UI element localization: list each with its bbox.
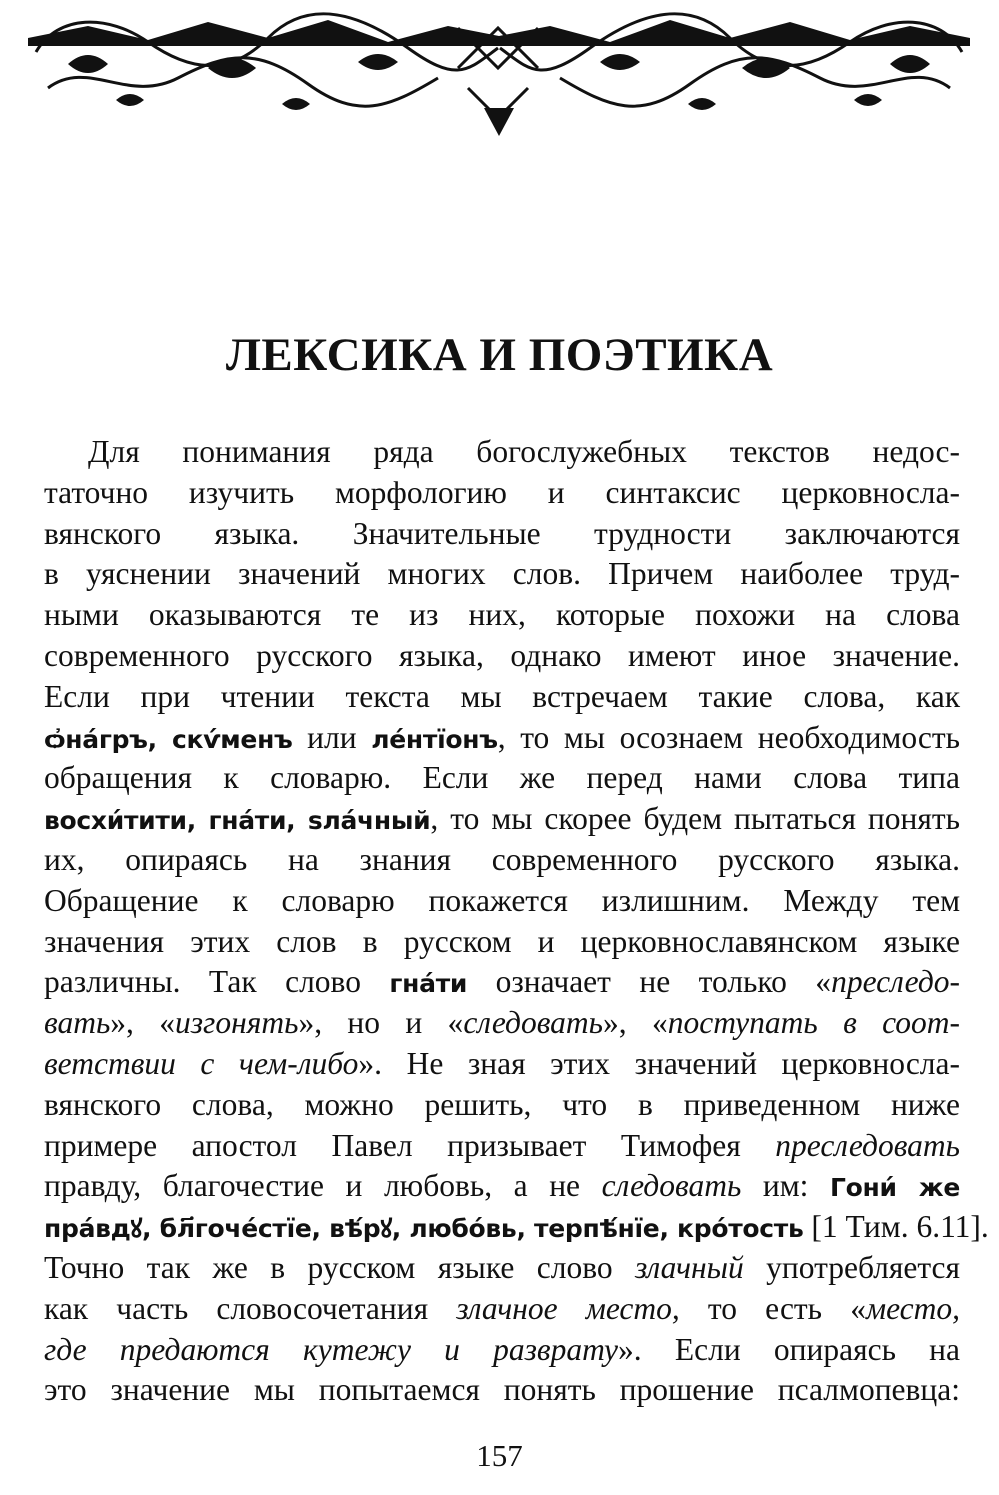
text-segment: , то мы скорее будем пытаться понять	[430, 801, 960, 837]
text-line	[44, 595, 960, 636]
body-text	[44, 432, 989, 1411]
text-line	[44, 758, 960, 799]
text-segment: употребляется	[743, 1249, 960, 1285]
text-segment: ». Если опираясь на	[618, 1331, 961, 1367]
text-line	[44, 718, 960, 759]
italic-text: изгонять	[175, 1005, 299, 1041]
text-segment: означает не только «	[467, 964, 832, 1000]
page-number: 157	[476, 1438, 523, 1473]
text-segment: Точно так же в русском языке слово	[44, 1249, 636, 1285]
italic-text: вать	[44, 1005, 111, 1041]
church-slavonic-text: пра́вдꙋ, бл҃гоче́стїе, вѣ́рꙋ, любо́вь, терпѣ́нїе, кро́тость	[44, 1214, 804, 1244]
text-segment: », «	[110, 1005, 176, 1041]
text-segment: ными оказываются те из них, которые похожи на слова	[44, 597, 960, 633]
text-line	[44, 1003, 960, 1044]
text-segment: вянского языка. Значительные трудности заключаются	[44, 515, 960, 551]
text-line	[44, 554, 960, 595]
text-segment: Обращение к словарю покажется излишним. Между тем	[44, 882, 960, 918]
text-line	[44, 432, 960, 473]
text-line	[44, 636, 960, 677]
text-line	[44, 1248, 960, 1289]
text-segment: современного русского языка, однако имеют иное значение.	[44, 637, 960, 673]
text-segment: [1 Тим. 6.11].	[803, 1209, 989, 1245]
text-segment: их, опираясь на знания современного русского языка.	[44, 841, 960, 877]
italic-text: преследовать	[775, 1127, 960, 1163]
text-segment: обращения к словарю. Если же перед нами слова типа	[44, 760, 960, 796]
italic-text: преследо-	[831, 964, 961, 1000]
text-segment: то есть «	[679, 1290, 866, 1326]
text-line	[44, 922, 960, 963]
church-slavonic-text: Гони́ же	[829, 1173, 961, 1203]
text-segment: им:	[741, 1168, 830, 1204]
text-line	[44, 1370, 960, 1411]
italic-text: злачный	[635, 1249, 744, 1285]
text-segment: », но и «	[298, 1005, 464, 1041]
text-segment: это значение мы попытаемся понять прошение псалмопевца:	[44, 1372, 960, 1408]
chapter-title: ЛЕКСИКА И ПОЭТИКА	[225, 329, 774, 381]
text-segment: таточно изучить морфологию и синтаксис церковносла-	[44, 474, 960, 510]
italic-text: место,	[865, 1290, 960, 1326]
text-line	[44, 1207, 989, 1248]
italic-text: злачное место,	[456, 1290, 680, 1326]
text-line	[44, 881, 960, 922]
text-segment: вянского слова, можно решить, что в приведенном ниже	[44, 1086, 960, 1122]
text-line	[44, 473, 960, 514]
italic-text: поступать в соот-	[667, 1005, 961, 1041]
italic-text: где предаются кутежу и разврату	[44, 1331, 619, 1367]
text-segment: значения этих слов в русском и церковнославянском языке	[44, 923, 960, 959]
text-line	[44, 1166, 960, 1207]
church-slavonic-text: ѻ҆на́гръ, скѵ́менъ	[44, 724, 293, 754]
text-line	[44, 1044, 960, 1085]
text-segment: различны. Так слово	[44, 964, 390, 1000]
text-line	[44, 962, 960, 1003]
text-line	[44, 677, 960, 718]
church-slavonic-text: ле́нтїонъ	[371, 724, 498, 754]
text-segment: примере апостол Павел призывает Тимофея	[44, 1127, 776, 1163]
text-line	[44, 1289, 960, 1330]
church-slavonic-text: восхи́тити, гна́ти, ѕла́чный	[44, 806, 431, 836]
text-line	[44, 1085, 960, 1126]
text-line	[44, 1126, 960, 1167]
text-segment: Если при чтении текста мы встречаем такие слова, как	[44, 678, 960, 714]
text-segment: », «	[603, 1005, 668, 1041]
text-line	[44, 799, 960, 840]
text-segment: ». Не зная этих значений церковносла-	[358, 1045, 960, 1081]
text-segment: или	[292, 719, 372, 755]
text-segment: как часть словосочетания	[44, 1290, 457, 1326]
italic-text: ветствии с чем-либо	[44, 1045, 359, 1081]
text-segment: Для понимания ряда богослужебных текстов недос-	[88, 434, 960, 469]
text-line	[44, 1330, 960, 1371]
italic-text: следовать	[601, 1168, 742, 1204]
ornamental-header-band-icon	[28, 8, 970, 140]
text-line	[44, 514, 960, 555]
text-segment: правду, благочестие и любовь, а не	[44, 1168, 602, 1204]
text-segment: в уяснении значений многих слов. Причем наиболее труд-	[44, 556, 960, 592]
text-segment: , то мы осознаем необходимость	[497, 719, 961, 755]
italic-text: следовать	[463, 1005, 603, 1041]
text-line	[44, 840, 960, 881]
church-slavonic-text: гна́ти	[389, 969, 468, 999]
